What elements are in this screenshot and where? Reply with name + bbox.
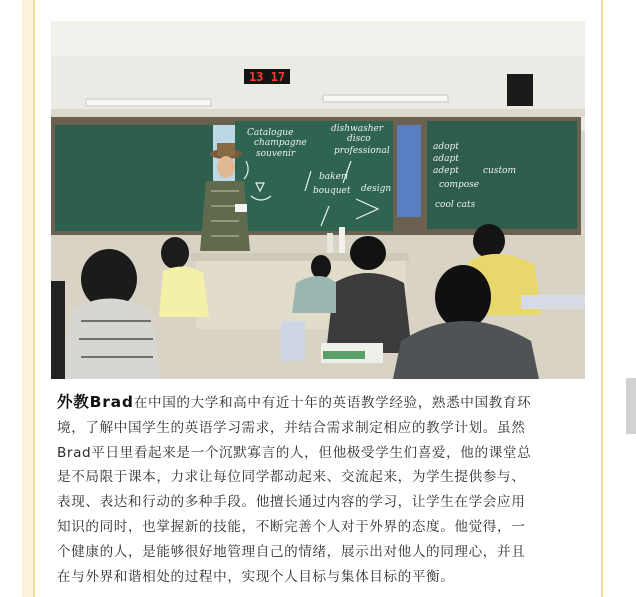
svg-text:cool cats: cool cats [435, 200, 476, 210]
svg-text:bouquet: bouquet [313, 186, 351, 196]
paragraph-line: 是不局限于课本，力求让每位同学都动起来、交流起来，为学生提供参与、 [57, 469, 526, 486]
svg-text:adopt: adopt [433, 142, 459, 152]
teacher-name-highlight: 外教Brad [57, 393, 134, 411]
paragraph-line: Brad平日里看起来是一个沉默寡言的人，但他极受学生们喜爱，他的课堂总 [57, 444, 532, 461]
wall-clock: 13 17 [248, 70, 286, 84]
svg-text:souvenir: souvenir [256, 149, 296, 159]
paragraph-line: 外教Brad在中国的大学和高中有近十年的英语教学经验，熟悉中国教育环 [57, 393, 532, 411]
paragraph-line: 知识的同时，也掌握新的技能，不断完善个人对于外界的态度。他觉得，一 [57, 518, 526, 535]
svg-text:adept: adept [433, 166, 459, 176]
svg-text:compose: compose [439, 180, 480, 190]
svg-text:dishwasher: dishwasher [331, 124, 384, 134]
side-scroll-handle[interactable] [626, 378, 636, 434]
paragraph-line: 境，了解中国学生的英语学习需求，并结合需求制定相应的教学计划。虽然 [57, 419, 526, 436]
svg-text:bakeri: bakeri [319, 172, 349, 182]
paragraph-line: 个健康的人，是能够很好地管理自己的情绪，展示出对他人的同理心，并且 [57, 543, 526, 560]
article-paragraph [57, 390, 582, 589]
svg-text:professional: professional [334, 146, 390, 156]
paragraph-line: 表现、表达和行动的多种手段。他擅长通过内容的学习，让学生在学会应用 [57, 494, 526, 511]
paragraph-line: 在与外界和谐相处的过程中，实现个人目标与集体目标的平衡。 [57, 568, 455, 585]
svg-text:custom: custom [483, 166, 517, 176]
svg-text:champagne: champagne [254, 138, 307, 148]
classroom-photo [51, 21, 585, 379]
svg-text:adapt: adapt [433, 154, 459, 164]
svg-text:Catalogue: Catalogue [247, 128, 294, 138]
svg-text:disco: disco [347, 134, 371, 144]
svg-text:design: design [361, 184, 392, 194]
